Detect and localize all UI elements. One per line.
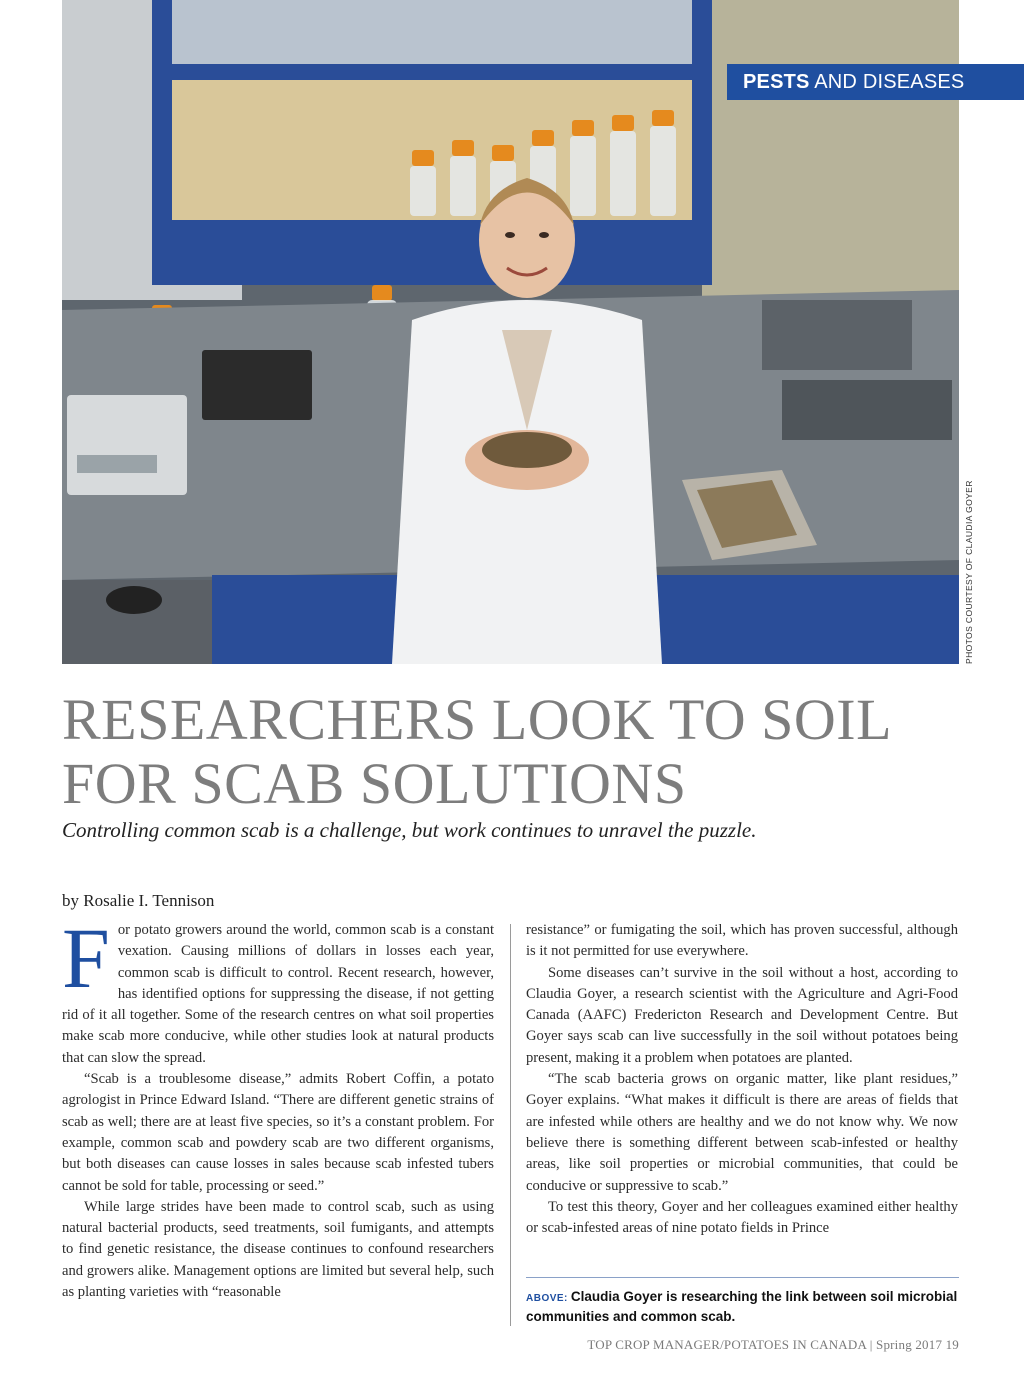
body-paragraph: While large strides have been made to control scab, such as using natural bacterial products, seed treatments, soil fumigants, and attempts to find genetic resistance, the disease continues to confound researchers and growers alike. Management options are limited but several help, such as planting varieties with “reasonable (62, 1198, 494, 1301)
subheadline: Controlling common scab is a challenge, but work continues to unravel the puzzle. (62, 818, 757, 842)
body-column-right (526, 920, 958, 1239)
body-paragraph: “The scab bacteria grows on organic matter, like plant residues,” Goyer explains. “What makes it difficult is there are areas of fields that are infested while others are healthy and we do not know why. We now believe there is something different between scab-infested or healthy areas, like soil properties or microbial communities, that could be conducive or suppressive to scab.” (526, 1071, 958, 1194)
body-paragraph: resistance” or fumigating the soil, which has proven successful, although is it not permitted for use everywhere. (526, 922, 958, 960)
section-label-rest: AND DISEASES (809, 71, 965, 93)
headline-line-1: RESEARCHERS LOOK TO SOIL (62, 687, 893, 752)
body-paragraph: Some diseases can’t survive in the soil without a host, according to Claudia Goyer, a research scientist with the Agriculture and Agri-Food Canada (AAFC) Fredericton Research and Development Centre. But Goyer says scab can live successfully in the soil without potatoes being present, making it a problem when potatoes are planted. (526, 964, 958, 1066)
caption-text: Claudia Goyer is researching the link between soil microbial communities and common scab. (526, 1289, 958, 1324)
photo-credit: PHOTOS COURTESY OF CLAUDIA GOYER (964, 480, 974, 664)
body-paragraph: To test this theory, Goyer and her colleagues examined either healthy or scab-infested areas of nine potato fields in Prince (526, 1198, 958, 1237)
caption-label: ABOVE: (526, 1293, 568, 1304)
caption-rule (526, 1277, 959, 1278)
section-label-bold: PESTS (743, 71, 810, 93)
body-paragraph: For potato growers around the world, common scab is a constant vexation. Causing millions of dollars in losses each year, common scab is difficult to control. Recent research, however, has identified options for suppressing the disease, if not getting rid of it all together. Some of the research centres on what soil properties make scab more conducive, while other studies look at natural products that can slow the spread. (62, 910, 494, 1066)
section-banner (727, 64, 1024, 100)
byline: by Rosalie I. Tennison (62, 891, 215, 910)
headline-line-2: FOR SCAB SOLUTIONS (62, 751, 687, 816)
column-divider (510, 924, 511, 1326)
body-paragraph: “Scab is a troublesome disease,” admits Robert Coffin, a potato agrologist in Prince Edward Island. “There are different genetic strains of scab as well; there are at least five species, so it’s a constant problem. For example, common scab and powdery scab are two different organisms, but both diseases can cause losses in sales because scab infested tubers cannot be sold for table, processing or seed.” (62, 1071, 494, 1194)
headline (62, 688, 962, 816)
photo-caption (526, 1288, 959, 1326)
page-footer: TOP CROP MANAGER/POTATOES IN CANADA | Spring 2017 19 (587, 1337, 959, 1352)
drop-cap: F (62, 910, 110, 1006)
body-column-left (62, 910, 494, 1303)
